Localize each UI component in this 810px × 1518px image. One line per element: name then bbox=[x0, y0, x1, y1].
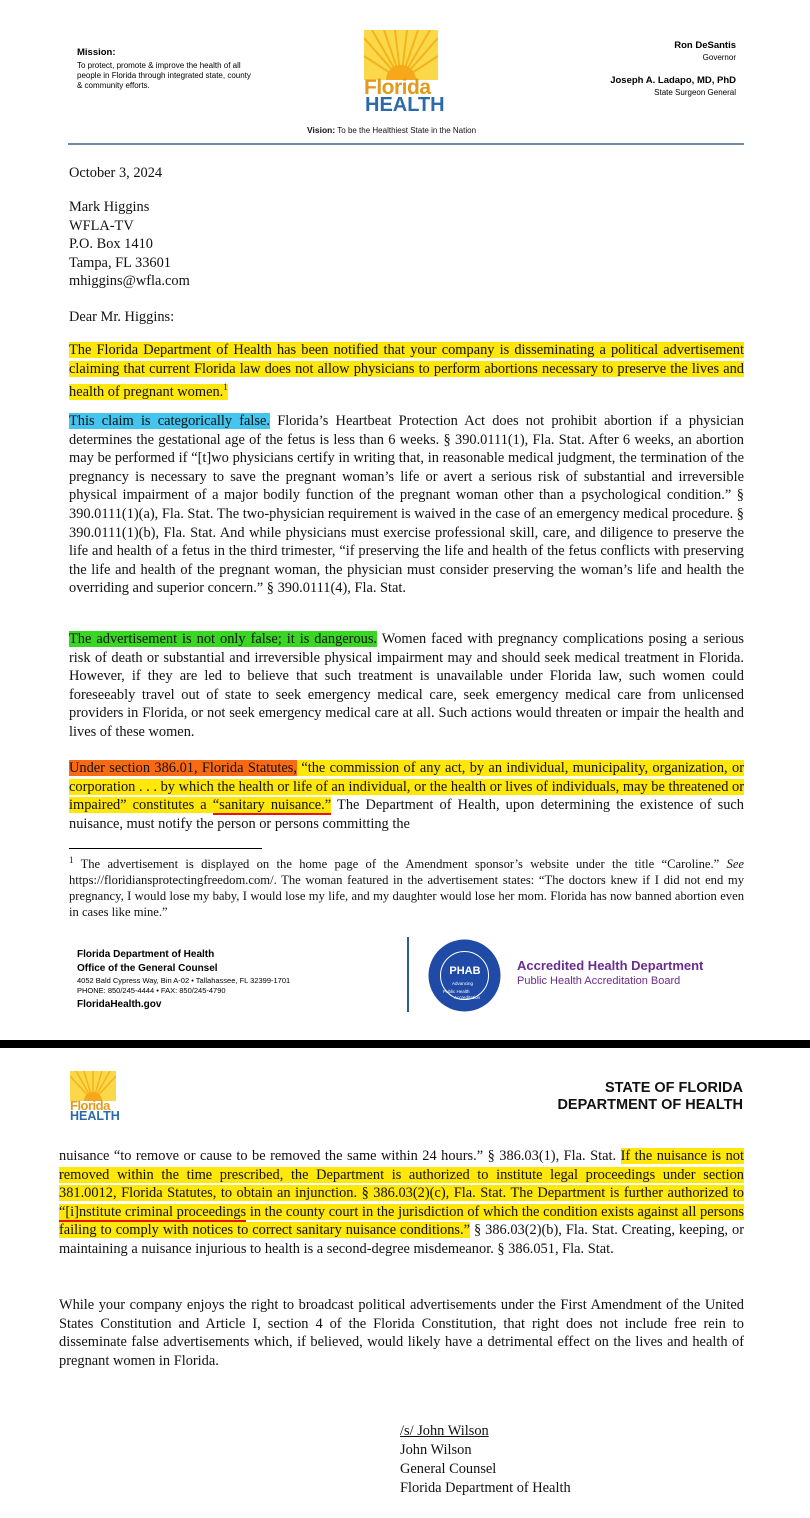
signature-line: /s/ John Wilson bbox=[400, 1423, 489, 1439]
vision-statement bbox=[307, 125, 476, 135]
address-line: WFLA-TV bbox=[69, 217, 134, 234]
paragraph-claim-false bbox=[69, 412, 744, 598]
paragraph-dangerous bbox=[69, 630, 744, 742]
footnote bbox=[69, 852, 744, 920]
highlight-yellow bbox=[69, 342, 744, 400]
signer-name: John Wilson bbox=[400, 1442, 472, 1458]
signature-block bbox=[400, 1422, 571, 1498]
footer-website: FloridaHealth.gov bbox=[77, 999, 162, 1010]
signer-title: General Counsel bbox=[400, 1461, 497, 1477]
logo-health-text: HEALTH bbox=[365, 94, 445, 116]
paragraph-notification bbox=[69, 341, 744, 402]
paragraph-text: nuisance “to remove or cause to be removed the same within 24 hours.” § 386.03(1), Fla. Stat. bbox=[59, 1148, 621, 1164]
phab-seal bbox=[427, 938, 502, 1013]
vision-label: Vision: bbox=[307, 125, 336, 135]
paragraph-text: If the nuisance is not removed within the time prescribed, the Department is authorized to institute legal proceedings under section 381.0012, Florida Statutes, to obtain an injunction. § 386.03(2)(c), Fla. Stat. The Department is further authorized to bbox=[59, 1148, 744, 1202]
footnote-ref: 1 bbox=[223, 382, 228, 393]
sunburst-icon bbox=[70, 1071, 116, 1101]
governor-title: Governor bbox=[702, 53, 736, 62]
address-line: P.O. Box 1410 bbox=[69, 236, 153, 253]
red-underline: “[i]nstitute criminal proceedings bbox=[59, 1203, 247, 1220]
mission-title: Mission: bbox=[77, 47, 116, 58]
footer-phone: PHONE: 850/245-4444 • FAX: 850/245-4790 bbox=[77, 986, 226, 995]
paragraph-text: § 386.03(2)(b), Fla. Stat. Creating, keeping, or maintaining a nuisance injurious to health is a second-degree misdemeanor. § 386.051, Fla. Stat. bbox=[59, 1222, 744, 1257]
footnote-text: The advertisement is displayed on the home page of the Amendment sponsor’s website under the title “Caroline.” bbox=[73, 857, 727, 872]
paragraph-text: While your company enjoys the right to broadcast political advertisements under the First Amendment of the United States Constitution and Article I, section 4 of the Florida Constitution, that right does not include free rein to disseminate false advertisements which, if believed, would likely have a detrimental effect on the lives and health of pregnant women in Florida. bbox=[59, 1297, 744, 1369]
accred-title: Accredited Health Department bbox=[517, 958, 704, 973]
svg-text:Accreditation: Accreditation bbox=[454, 995, 481, 1000]
header-rule bbox=[68, 143, 744, 145]
svg-text:Public Health: Public Health bbox=[443, 989, 470, 994]
mission-text: To protect, promote & improve the health of all people in Florida through integrated state, county & community efforts. bbox=[77, 61, 251, 90]
address-email: mhiggins@wfla.com bbox=[69, 273, 190, 290]
state-line: STATE OF FLORIDA bbox=[604, 1080, 743, 1096]
svg-text:Advancing: Advancing bbox=[452, 981, 474, 986]
letter-date: October 3, 2024 bbox=[69, 165, 163, 181]
highlight-green: The advertisement is not only false; it is dangerous. bbox=[69, 631, 378, 647]
highlight-blue: This claim is categorically false. bbox=[69, 413, 270, 429]
paragraph-text: “the commission of any act, by an individual, municipality, organization, or corporation . . . by which the health or life of an individual, or the health or lives of individuals, may be threatened or impaired” constitutes a bbox=[69, 760, 744, 814]
officials-block bbox=[610, 40, 736, 97]
governor-name: Ron DeSantis bbox=[674, 40, 736, 51]
logo-health-text: HEALTH bbox=[70, 1109, 120, 1123]
footnote-see: See bbox=[726, 857, 744, 872]
signer-department: Florida Department of Health bbox=[400, 1480, 571, 1496]
surgeon-general-title: State Surgeon General bbox=[654, 88, 736, 97]
footnote-rule bbox=[69, 848, 262, 849]
footnote-number: 1 bbox=[69, 855, 74, 865]
footer-divider bbox=[407, 937, 409, 1012]
sunburst-icon bbox=[364, 30, 438, 80]
mission-statement bbox=[77, 48, 257, 91]
florida-health-logo bbox=[70, 1071, 120, 1123]
accred-subtitle: Public Health Accreditation Board bbox=[517, 975, 681, 987]
paragraph-text: in the county court in the jurisdiction of which the condition exists against all persons failing to comply with notices to correct sanitary nuisance conditions.” bbox=[59, 1203, 744, 1239]
paragraph-text: The Florida Department of Health has been notified that your company is disseminating a political advertisement claiming that current Florida law does not allow physicians to perform abortions necessary to preserve the lives and health of pregnant women. bbox=[69, 342, 744, 400]
footer-address: 4052 Bald Cypress Way, Bin A-02 • Tallahassee, FL 32399-1701 bbox=[77, 976, 291, 985]
state-heading bbox=[557, 1080, 743, 1114]
footnote-text: https://floridiansprotectingfreedom.com/. The woman featured in the advertisement states: “The doctors knew if I did not end my pregnancy, I would lose my baby, I would lose my life, and my daughter would lose her mom. Florida has now banned abortion even in cases like mine.” bbox=[69, 873, 744, 920]
red-underline: “sanitary nuisance.” bbox=[212, 797, 332, 814]
phab-label: PHAB bbox=[449, 965, 481, 977]
page-divider bbox=[0, 1040, 810, 1048]
paragraph-enforcement bbox=[59, 1147, 744, 1259]
paragraph-text: The Department of Health, upon determining the existence of such nuisance, must notify the person or persons committing the bbox=[69, 797, 745, 832]
address-line: Tampa, FL 33601 bbox=[69, 254, 171, 271]
footer-contact bbox=[77, 948, 290, 1010]
paragraph-first-amendment bbox=[59, 1296, 744, 1370]
letter-page-2 bbox=[0, 1048, 810, 1518]
paragraph-sanitary-nuisance bbox=[69, 759, 744, 833]
salutation: Dear Mr. Higgins: bbox=[69, 309, 175, 325]
address-line: Mark Higgins bbox=[69, 199, 150, 215]
footer-dept: Florida Department of Health bbox=[77, 949, 215, 960]
paragraph-text: Women faced with pregnancy complications posing a serious risk of death or substantial and irreversible physical impairment may and should seek medical treatment in Florida. However, if they are led to believe that such treatment is unavailable under Florida law, such women could foreseeably travel out of state to seek emergency medical care, seek emergency medical care from unlicensed providers in Florida, or not seek emergency medical care at all. Such actions would threaten or impair the health and lives of these women. bbox=[69, 631, 744, 740]
recipient-address bbox=[69, 198, 744, 291]
highlight-orange: Under section 386.01, Florida Statutes, bbox=[69, 760, 297, 776]
accreditation-text bbox=[517, 958, 703, 987]
logo-florida-text: Florida bbox=[364, 76, 431, 99]
vision-text: To be the Healthiest State in the Nation bbox=[337, 126, 477, 135]
department-line: DEPARTMENT OF HEALTH bbox=[557, 1097, 743, 1113]
paragraph-text: Florida’s Heartbeat Protection Act does not prohibit abortion if a physician determines the gestational age of the fetus is less than 6 weeks. § 390.0111(1), Fla. Stat. After 6 weeks, an abortion may be performed if “[t]wo physicians certify in writing that, in reasonable medical judgment, the termination of the pregnancy is necessary to save the pregnant woman’s life or avert a serious risk of substantial and irreversible physical impairment of a major bodily function of the pregnant woman other than a psychological condition.” § 390.0111(1)(a), Fla. Stat. The two-physician requirement is waived in the case of an emergency medical procedure. § 390.0111(1)(b), Fla. Stat. And while physicians must exercise professional skill, care, and diligence to preserve the life and health of a fetus in the third trimester, “if preserving the life and health of the fetus conflicts with preserving the life and health of the pregnant woman, the physician must consider preserving the woman’s life and health the overriding and superior concern.” § 390.0111(4), Fla. Stat. bbox=[69, 413, 744, 597]
surgeon-general-name: Joseph A. Ladapo, MD, PhD bbox=[610, 75, 736, 86]
logo-florida-text: Florida bbox=[70, 1098, 110, 1113]
footer-office: Office of the General Counsel bbox=[77, 963, 218, 974]
florida-health-logo bbox=[364, 30, 444, 115]
